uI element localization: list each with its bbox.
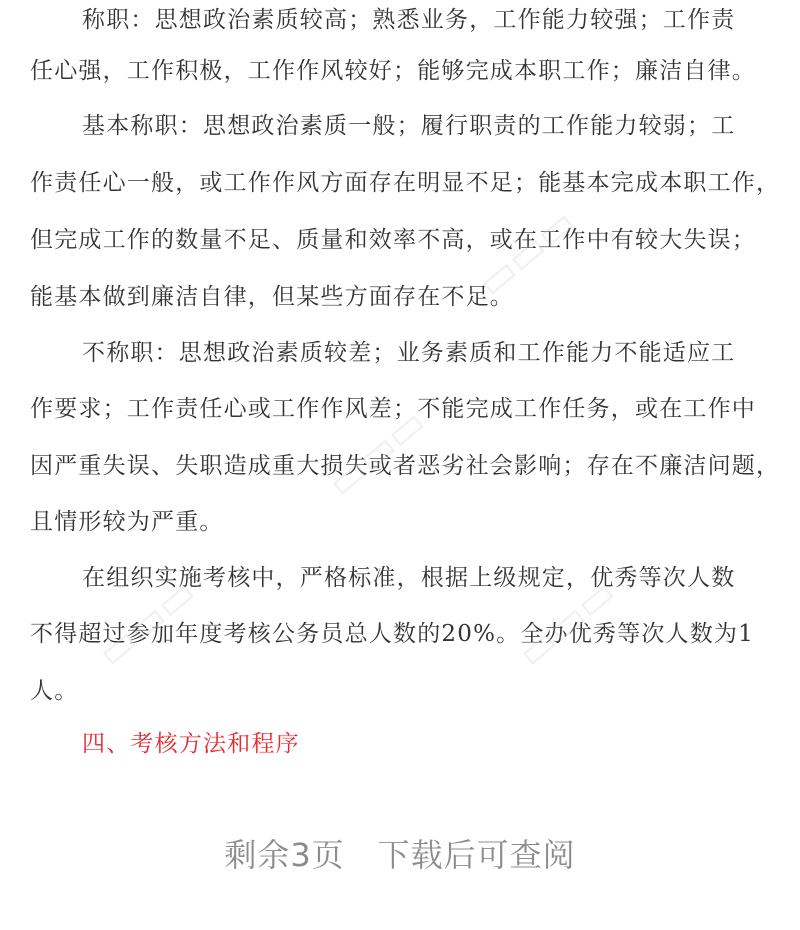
paragraph-line: 能基本做到廉洁自律，但某些方面存在不足。 bbox=[30, 284, 514, 310]
paragraph-line: 人。 bbox=[30, 678, 79, 704]
paragraph-line: 任心强，工作积极，工作作风较好；能够完成本职工作；廉洁自律。 bbox=[30, 58, 756, 84]
section-heading: 四、考核方法和程序 bbox=[82, 731, 300, 757]
paragraph-line: 因严重失误、失职造成重大损失或者恶劣社会影响；存在不廉洁问题， bbox=[30, 453, 781, 479]
paragraph-line: 但完成工作的数量不足、质量和效率不高，或在工作中有较大失误； bbox=[30, 227, 756, 253]
paragraph-line: 且情形较为严重。 bbox=[30, 509, 224, 535]
paragraph-line: 作要求；工作责任心或工作作风差；不能完成工作任务，或在工作中 bbox=[30, 396, 756, 422]
paragraph-line: 作责任心一般，或工作作风方面存在明显不足；能基本完成本职工作， bbox=[30, 170, 781, 196]
watermark-mark: ▭▭▭ bbox=[508, 568, 625, 678]
paragraph-line: 不称职：思想政治素质较差；业务素质和工作能力不能适应工 bbox=[82, 340, 736, 366]
paragraph-line: 不得超过参加年度考核公务员总人数的20%。全办优秀等次人数为1 bbox=[30, 621, 754, 647]
paragraph-line: 称职：思想政治素质较高；熟悉业务，工作能力较强；工作责 bbox=[82, 7, 736, 33]
download-prompt[interactable]: 剩余3页 下载后可查阅 bbox=[224, 836, 576, 874]
watermark-mark: ▭▭▭ bbox=[88, 568, 205, 678]
watermark-mark: ▭▭▭ bbox=[468, 198, 585, 308]
watermark-mark: ▭▭▭ bbox=[318, 398, 435, 508]
paragraph-line: 在组织实施考核中，严格标准，根据上级规定，优秀等次人数 bbox=[82, 565, 736, 591]
paragraph-line: 基本称职：思想政治素质一般；履行职责的工作能力较弱；工 bbox=[82, 113, 736, 139]
